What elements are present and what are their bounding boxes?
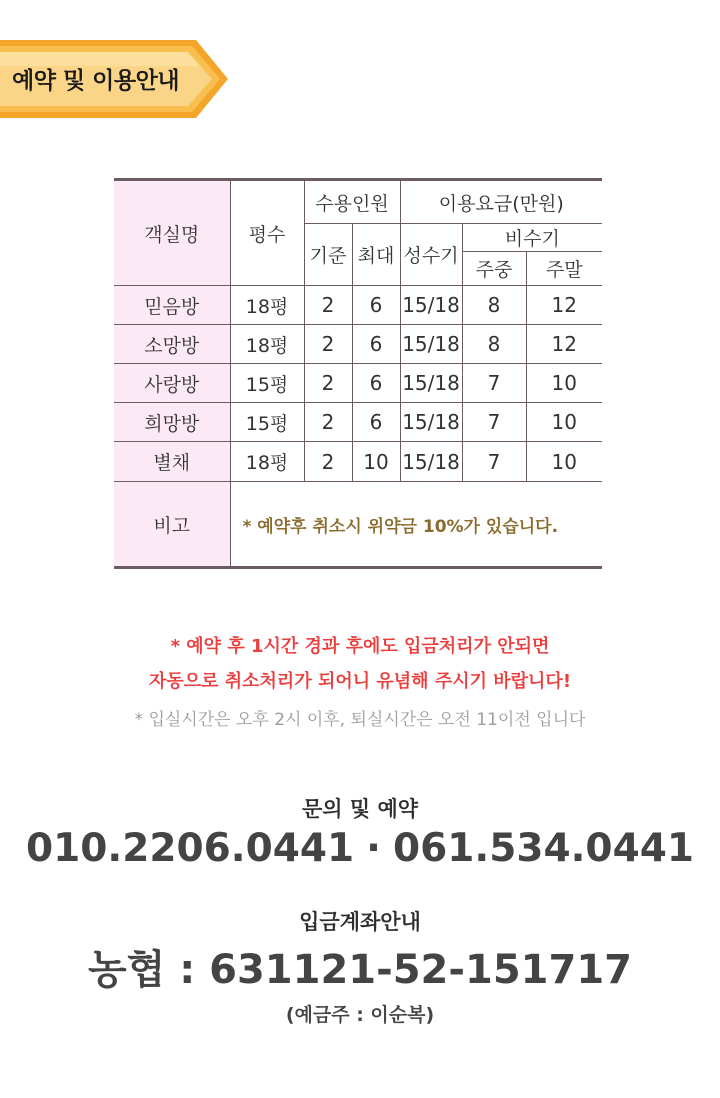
notice-checkin-checkout: * 입실시간은 오후 2시 이후, 퇴실시간은 오전 11이전 입니다 [134,710,586,730]
header-cap-base: 기준 [304,224,352,286]
room-max: 6 [352,403,400,442]
room-weekend: 10 [526,442,602,482]
remark-text: * 예약후 취소시 위약금 10%가 있습니다. [230,482,602,568]
bank-account: 농협 : 631121-52-151717 [88,947,632,993]
room-weekday: 7 [462,364,526,403]
room-size: 18평 [230,442,304,482]
table-row [114,364,602,403]
room-max: 6 [352,325,400,364]
room-weekday: 8 [462,325,526,364]
room-peak: 15/18 [400,286,462,325]
room-weekday: 8 [462,286,526,325]
room-name: 별채 [114,442,230,482]
header-capacity: 수용인원 [304,180,400,224]
header-size: 평수 [230,180,304,286]
room-max: 6 [352,286,400,325]
notice-red-line-2: 자동으로 취소처리가 되어니 유념해 주시기 바랍니다! [148,671,572,692]
room-name: 희망방 [114,403,230,442]
room-weekend: 10 [526,364,602,403]
table-row [114,325,602,364]
room-base: 2 [304,325,352,364]
header-peak: 성수기 [400,224,462,286]
room-name: 소망방 [114,325,230,364]
bank-title: 입금계좌안내 [299,910,421,934]
room-weekend: 10 [526,403,602,442]
notice-red-line-1: * 예약 후 1시간 경과 후에도 입금처리가 안되면 [170,636,550,657]
phone-landline[interactable]: 061.534.0441 [392,826,694,871]
room-size: 18평 [230,286,304,325]
table-row [114,403,602,442]
phone-separator: · [366,826,381,871]
room-size: 18평 [230,325,304,364]
contact-title: 문의 및 예약 [301,797,419,821]
table-row [114,442,602,482]
room-base: 2 [304,286,352,325]
room-size: 15평 [230,403,304,442]
phone-numbers [0,826,720,871]
room-peak: 15/18 [400,442,462,482]
room-size: 15평 [230,364,304,403]
room-base: 2 [304,364,352,403]
room-peak: 15/18 [400,364,462,403]
section-title: 예약 및 이용안내 [12,68,180,94]
remark-row [114,482,602,568]
room-base: 2 [304,442,352,482]
room-weekday: 7 [462,403,526,442]
room-weekend: 12 [526,325,602,364]
room-name: 믿음방 [114,286,230,325]
room-price-table [114,178,602,569]
header-cap-max: 최대 [352,224,400,286]
room-max: 6 [352,364,400,403]
header-offpeak: 비수기 [462,224,602,252]
header-price: 이용요금(만원) [400,180,602,224]
room-peak: 15/18 [400,403,462,442]
room-weekday: 7 [462,442,526,482]
room-name: 사랑방 [114,364,230,403]
room-max: 10 [352,442,400,482]
account-holder: (예금주 : 이순복) [285,1004,435,1026]
room-weekend: 12 [526,286,602,325]
room-base: 2 [304,403,352,442]
header-weekday: 주중 [462,252,526,286]
remark-label: 비고 [114,482,230,568]
table-row [114,286,602,325]
room-peak: 15/18 [400,325,462,364]
header-weekend: 주말 [526,252,602,286]
header-room-name: 객실명 [114,180,230,286]
section-header-ribbon [0,36,232,122]
phone-mobile[interactable]: 010.2206.0441 [26,826,355,871]
